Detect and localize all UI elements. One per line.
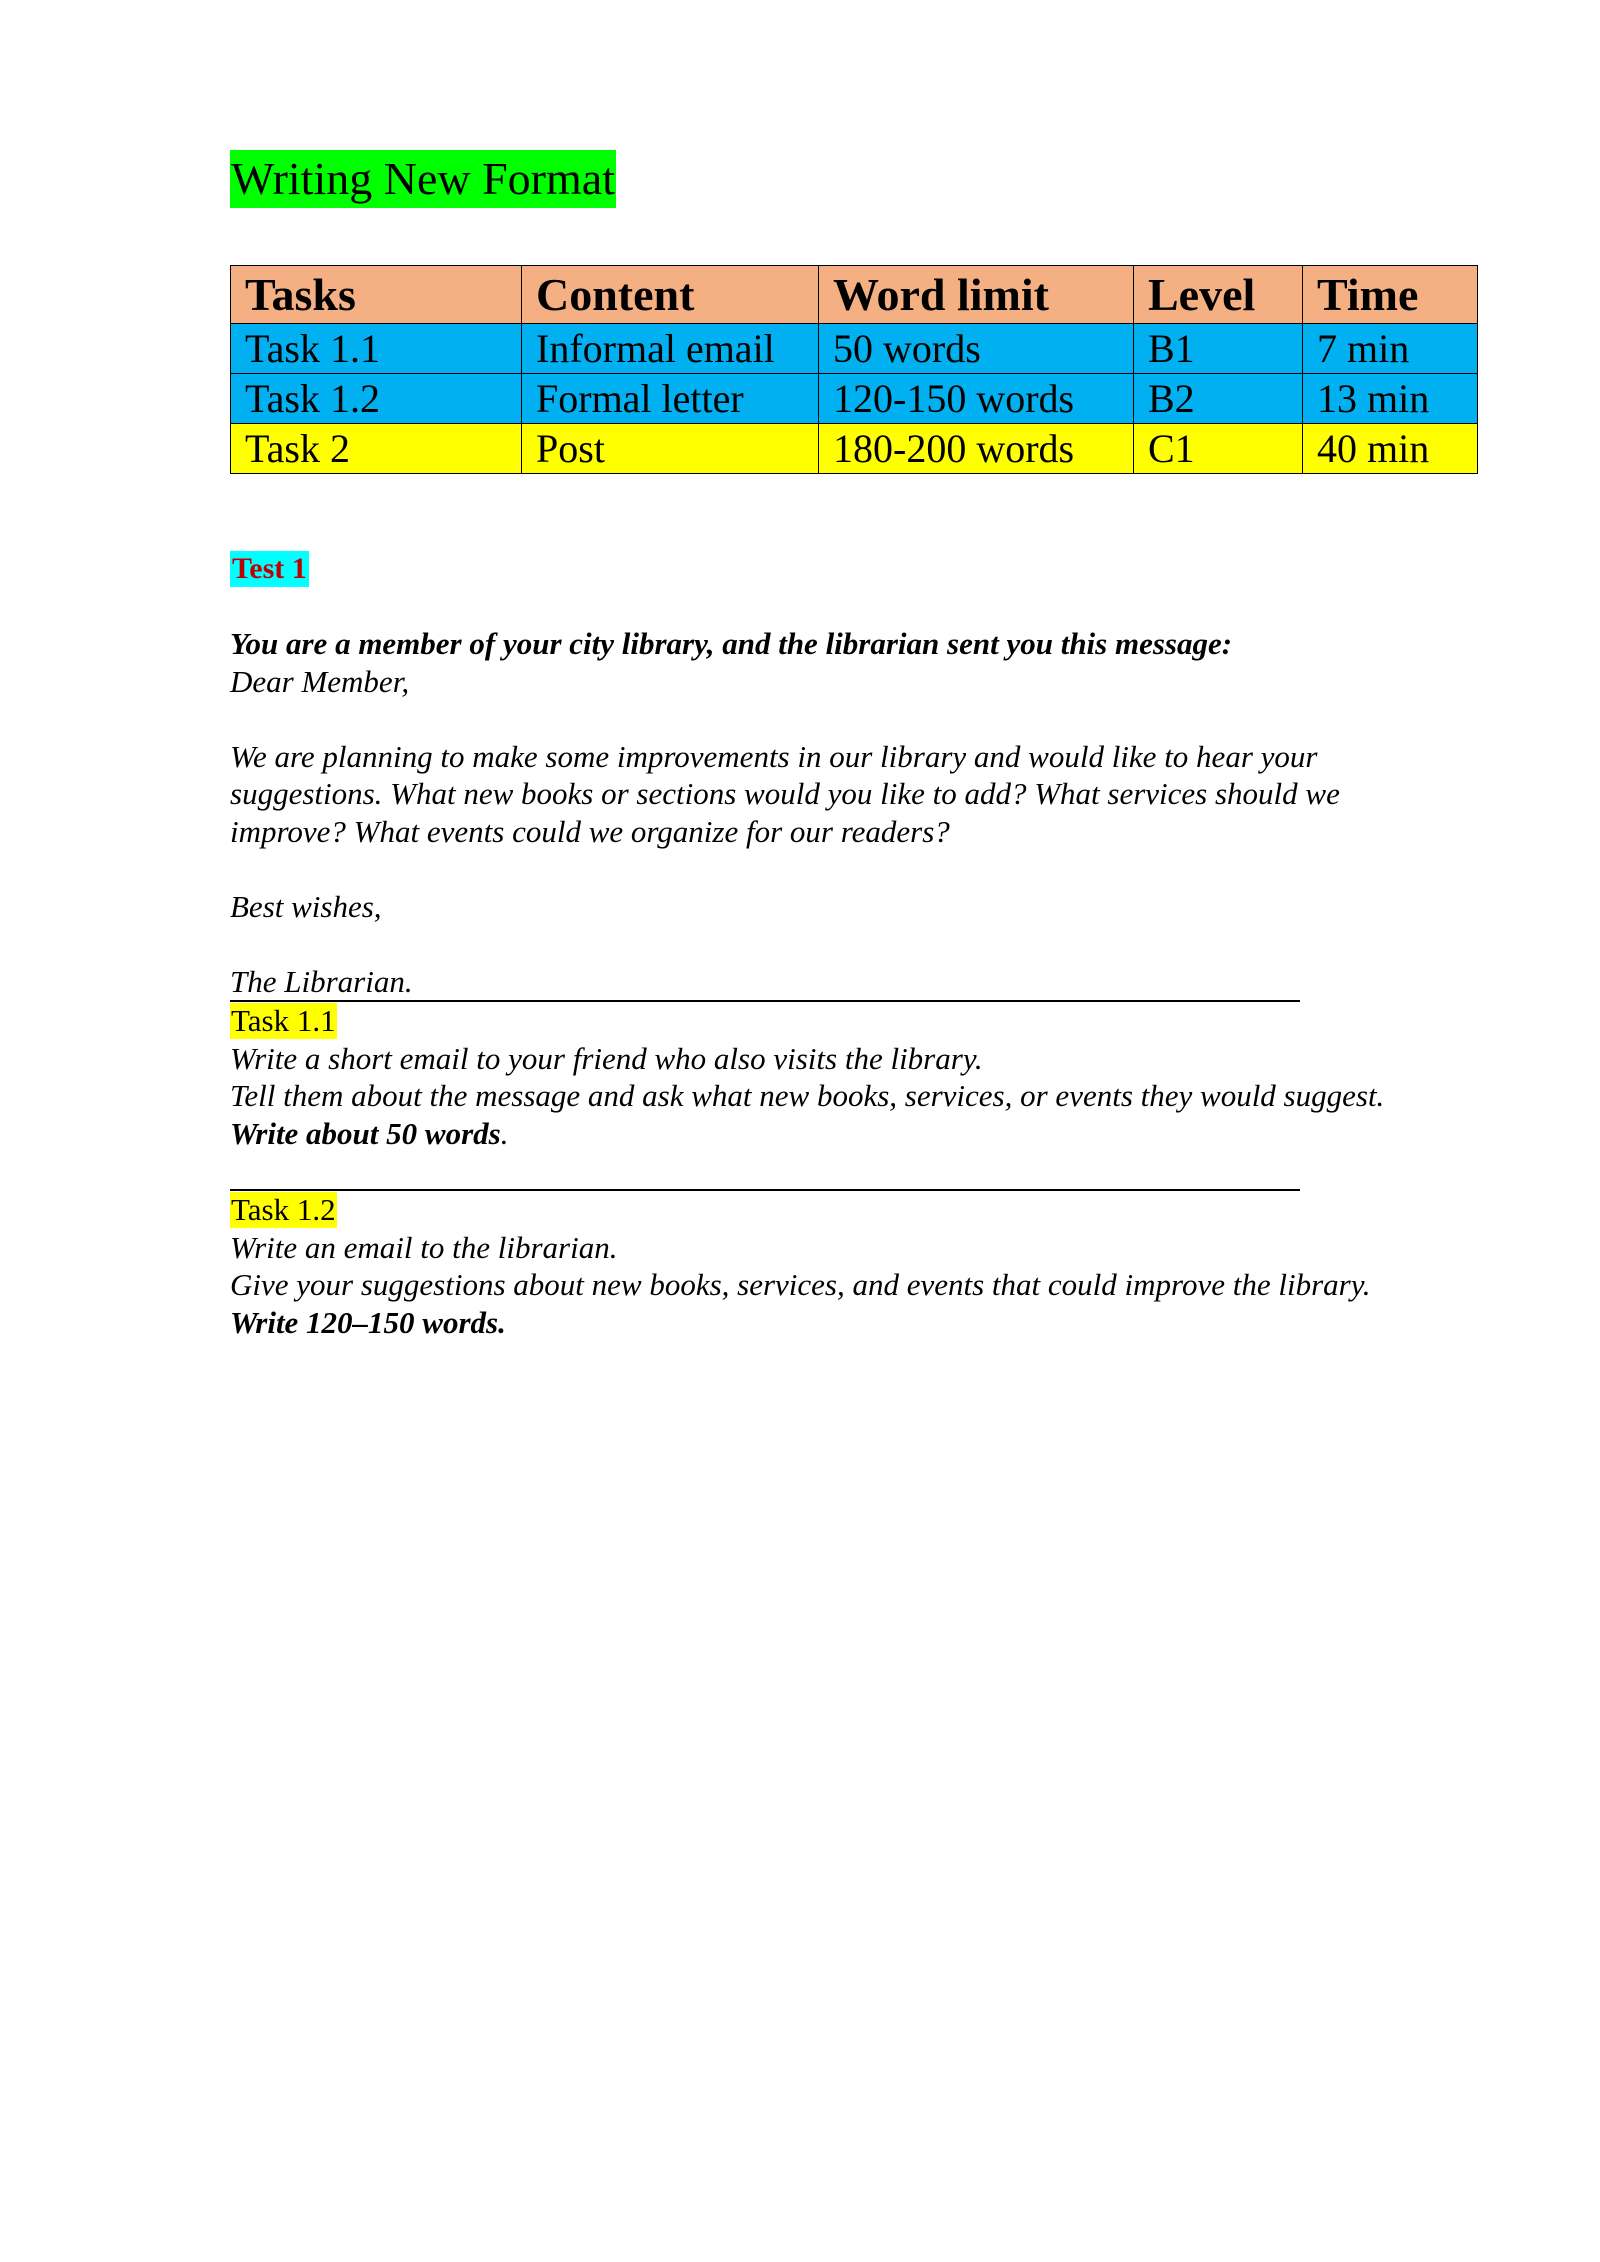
table-cell: Task 2	[231, 424, 522, 474]
table-cell: Task 1.1	[231, 324, 522, 374]
tasks-table	[230, 265, 1478, 474]
table-header-cell: Level	[1134, 266, 1303, 324]
table-header-cell: Content	[522, 266, 819, 324]
message-line: suggestions. What new books or sections would you like to add? What services should we	[230, 776, 1340, 811]
task-label: Task 1.2	[231, 1192, 336, 1227]
table-cell: 120-150 words	[819, 374, 1134, 424]
message-greeting: Dear Member,	[230, 663, 410, 699]
task-word-limit-end: .	[500, 1115, 509, 1151]
table-row	[231, 324, 1478, 374]
task-word-limit-bold: Write about 50 words	[230, 1115, 501, 1151]
table-header-cell: Time	[1303, 266, 1478, 324]
table-cell: Task 1.2	[231, 374, 522, 424]
test-heading: Test 1	[232, 552, 307, 585]
table-row	[231, 424, 1478, 474]
table-cell: Post	[522, 424, 819, 474]
task-instruction: Write an email to the librarian.	[230, 1229, 618, 1265]
table-header-cell: Word limit	[819, 266, 1134, 324]
task-instruction: Write a short email to your friend who also visits the library.	[230, 1040, 983, 1076]
table-row	[231, 374, 1478, 424]
task-label: Task 1.1	[231, 1003, 336, 1038]
table-header-row	[231, 266, 1478, 324]
table-cell: C1	[1134, 424, 1303, 474]
message-line: improve? What events could we organize for our readers?	[230, 813, 950, 849]
table-cell: 40 min	[1303, 424, 1478, 474]
task-instruction: Give your suggestions about new books, services, and events that could improve the library.	[230, 1267, 1371, 1302]
task-word-limit	[230, 1115, 1480, 1153]
task-word-limit-bold: Write 120–150 words.	[230, 1304, 506, 1340]
table-cell: 180-200 words	[819, 424, 1134, 474]
message-closing: Best wishes,	[230, 888, 382, 924]
table-cell: B2	[1134, 374, 1303, 424]
table-cell: Formal letter	[522, 374, 819, 424]
document-title: Writing New Format	[230, 150, 616, 208]
table-cell: B1	[1134, 324, 1303, 374]
message-signature: The Librarian.	[230, 963, 413, 999]
table-cell: 50 words	[819, 324, 1134, 374]
table-header-cell: Tasks	[231, 266, 522, 324]
table-cell: 13 min	[1303, 374, 1478, 424]
test-body	[230, 625, 1480, 1341]
task-instruction: Tell them about the message and ask what new books, services, or events they would suggest.	[230, 1078, 1385, 1113]
message-line: We are planning to make some improvements in our library and would like to hear your	[230, 738, 1318, 774]
test-intro: You are a member of your city library, and the librarian sent you this message:	[230, 626, 1233, 661]
table-cell: 7 min	[1303, 324, 1478, 374]
table-cell: Informal email	[522, 324, 819, 374]
task-word-limit	[230, 1304, 1480, 1342]
